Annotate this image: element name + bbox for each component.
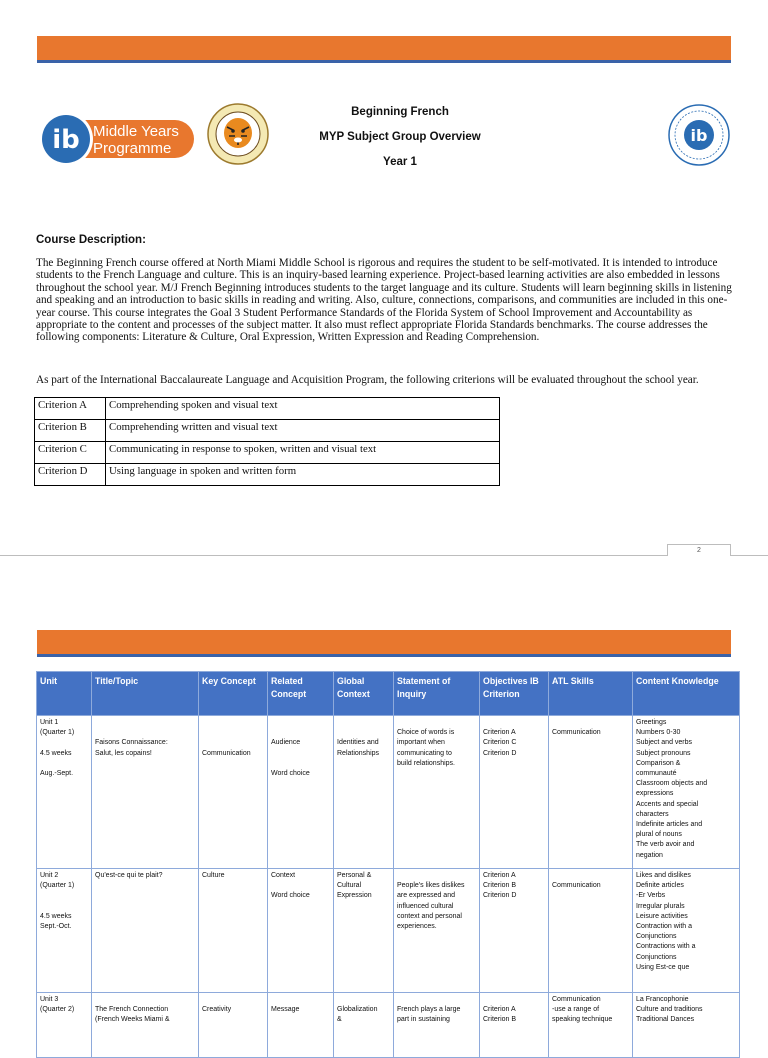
unit-cell: Unit 2 (Quarter 1) 4.5 weeks Sept.-Oct. [37,869,92,993]
global-context-cell: Identities and Relationships [334,716,394,869]
atl-cell: Communication [549,716,633,869]
inquiry-cell: People's likes dislikes are expressed and influenced cultural context and personal experiences. [394,869,480,993]
ib-world-school-seal [668,104,730,166]
table-row [37,716,740,869]
column-header: Title/Topic [92,672,199,716]
ib-myp-logo [38,111,198,167]
unit-cell: Unit 1 (Quarter 1) 4.5 weeks Aug.-Sept. [37,716,92,869]
objectives-cell: Criterion A Criterion C Criterion D [480,716,549,869]
global-context-cell: Personal & Cultural Expression [334,869,394,993]
table-row [37,869,740,993]
column-header: Unit [37,672,92,716]
column-header: Key Concept [199,672,268,716]
key-concept-cell: Creativity [199,993,268,1058]
column-header: Statement of Inquiry [394,672,480,716]
inquiry-cell: French plays a large part in sustaining [394,993,480,1058]
ib-logo-line1: Middle Years [93,123,179,140]
global-context-cell: Globalization & [334,993,394,1058]
related-concept-cell: Message [268,993,334,1058]
svg-text:ib: ib [690,126,708,145]
key-concept-cell: Culture [199,869,268,993]
table-header-row [37,672,740,716]
table-row [37,993,740,1058]
content-cell: Greetings Numbers 0-30 Subject and verbs Subject pronouns Comparison & communauté Classroom objects and expressions Accents and special characters Indefinite articles and plural of nouns The verb avoir and negation [633,716,740,869]
column-header: Objectives IB Criterion [480,672,549,716]
criterion-name: Criterion B [35,420,106,442]
title-cell: Qu'est-ce qui te plait? [92,869,199,993]
criterion-name: Criterion C [35,442,106,464]
overview-title: MYP Subject Group Overview [319,131,481,143]
criterion-description: Communicating in response to spoken, written and visual text [106,442,500,464]
header-accent-line [37,60,731,63]
page-number: 2 [667,544,731,556]
criterion-description: Comprehending written and visual text [106,420,500,442]
objectives-cell: Criterion A Criterion B [480,993,549,1058]
header-accent-band [37,36,731,60]
svg-text:ib: ib [52,125,80,155]
criteria-table [34,397,500,486]
atl-cell: Communication -use a range of speaking technique [549,993,633,1058]
column-header: Related Concept [268,672,334,716]
table-row [35,442,500,464]
document-header [250,102,550,177]
page-divider [0,555,768,556]
header-accent-line-page2 [37,654,731,657]
criterion-name: Criterion D [35,464,106,486]
content-cell: La Francophonie Culture and traditions Traditional Dances [633,993,740,1058]
column-header: Content Knowledge [633,672,740,716]
objectives-cell: Criterion A Criterion B Criterion D [480,869,549,993]
ib-logo-line2: Programme [93,140,172,157]
course-description-text: The Beginning French course offered at North Miami Middle School is rigorous and requires the student to be self-motivated. It is intended to introduce students to the French Language and culture. This is an inquiry-based learning experience. Project-based learning activities are also embedded in lessons throughout the school year. M/J French Beginning introduces students to the target language and its culture. Students will learn beginning skills in listening and speaking and an introduction to basic skills in reading and writing. Also, culture, connections, comparisons, and communities are included in this one-year course. This course integrates the Goal 3 Student Performance Standards of the Florida System of School Improvement and Accountability as appropriate to the content and processes of the subject matter. It also must reflect appropriate Florida Standards benchmarks. The course addresses the following components: Literature & Culture, Oral Expression, Written Expression and Reading Comprehension. [36,257,732,344]
column-header: ATL Skills [549,672,633,716]
units-table [36,671,740,1058]
header-accent-band-page2 [37,630,731,654]
key-concept-cell: Communication [199,716,268,869]
course-description-heading: Course Description: [36,234,146,246]
title-cell: The French Connection (French Weeks Miami & [92,993,199,1058]
criterion-description: Comprehending spoken and visual text [106,398,500,420]
criteria-intro-text: As part of the International Baccalaureate Language and Acquisition Program, the following criterions will be evaluated throughout the school year. [36,374,699,386]
content-cell: Likes and dislikes Definite articles -Er Verbs Irregular plurals Leisure activities Contraction with a Conjunctions Contractions with a Conjunctions Using Est-ce que [633,869,740,993]
year-label: Year 1 [383,156,417,168]
column-header: Global Context [334,672,394,716]
criterion-name: Criterion A [35,398,106,420]
table-row [35,420,500,442]
atl-cell: Communication [549,869,633,993]
inquiry-cell: Choice of words is important when communicating to build relationships. [394,716,480,869]
related-concept-cell: Audience Word choice [268,716,334,869]
unit-cell: Unit 3 (Quarter 2) [37,993,92,1058]
table-row [35,398,500,420]
related-concept-cell: Context Word choice [268,869,334,993]
criterion-description: Using language in spoken and written form [106,464,500,486]
course-title: Beginning French [351,106,449,118]
title-cell: Faisons Connaissance: Salut, les copains! [92,716,199,869]
table-row [35,464,500,486]
